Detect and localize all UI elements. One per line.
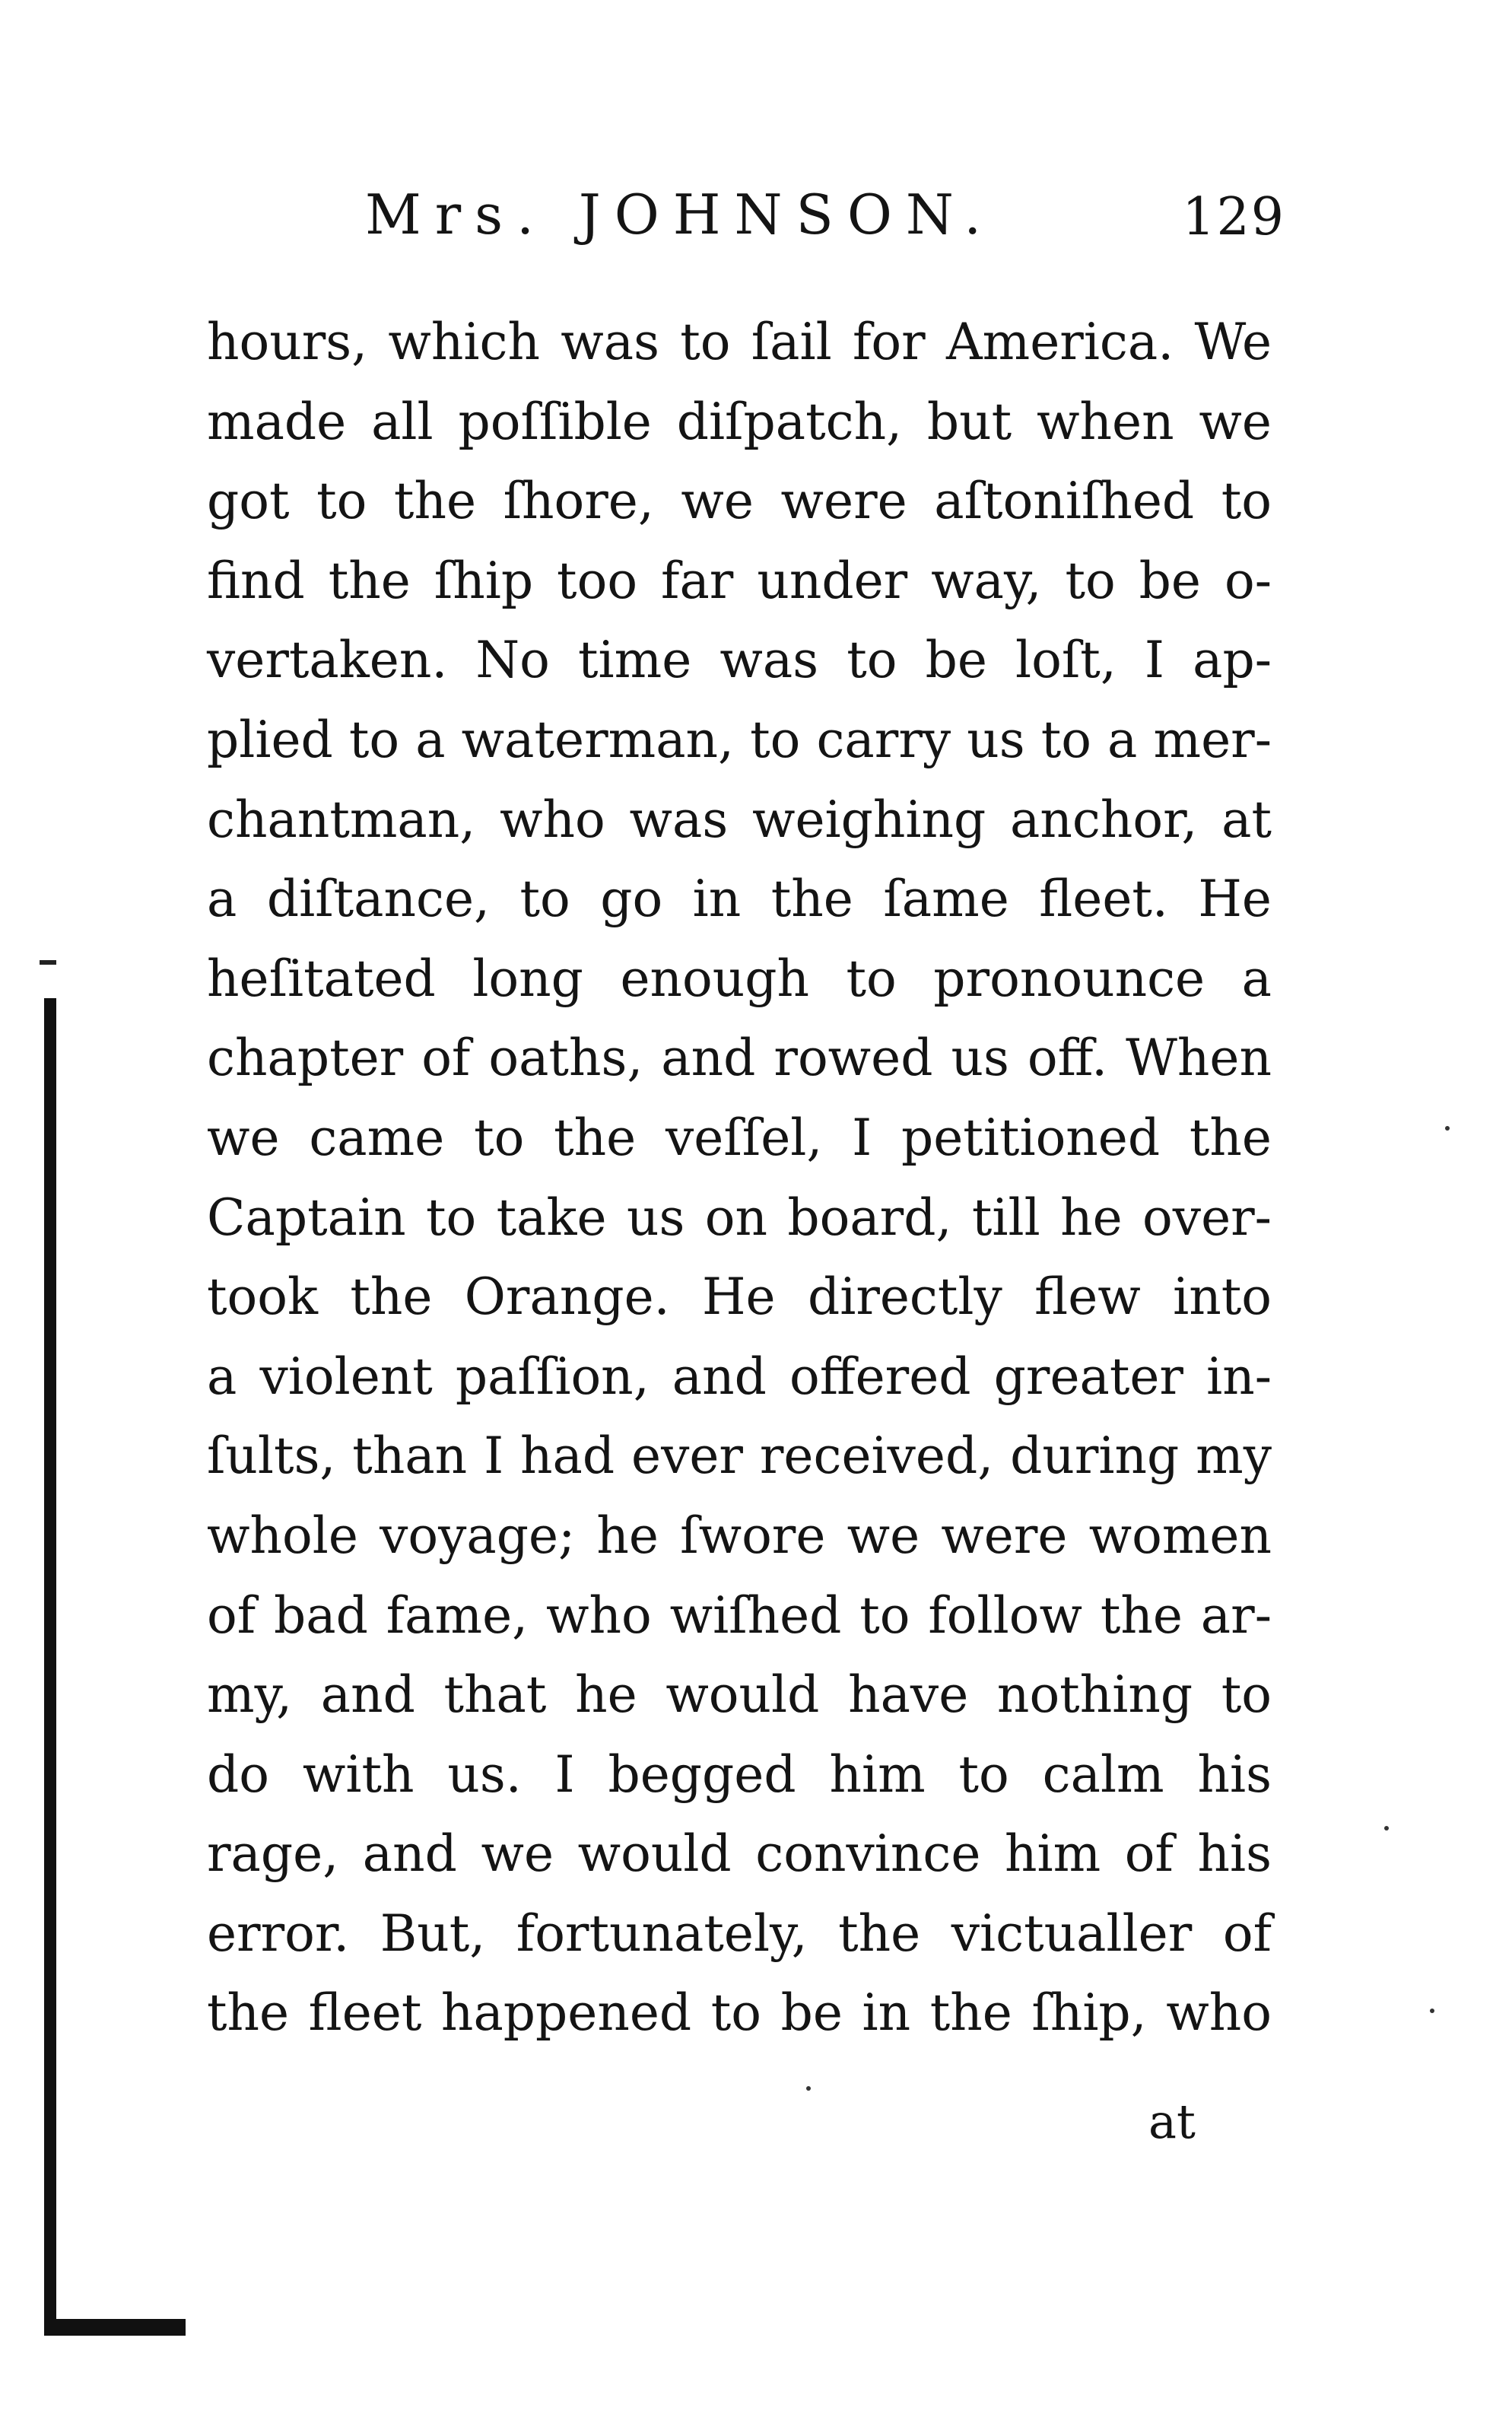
binding-edge-foot [44, 2319, 186, 2336]
margin-tick-mark [40, 960, 56, 965]
scan-speck [1445, 1126, 1450, 1131]
page-number: 129 [1182, 187, 1285, 247]
text-line: Captain to take us on board, till he over- [207, 1188, 1272, 1247]
text-line: a diſtance, to go in the ſame fleet. He [207, 870, 1272, 929]
scan-speck [1384, 1826, 1389, 1831]
text-line: we came to the veſſel, I petitioned the [207, 1108, 1272, 1167]
running-title: Mrs. JOHNSON. [365, 183, 996, 247]
text-line: the fleet happened to be in the ſhip, who [207, 1983, 1272, 2043]
text-line: hours, which was to ſail for America. We [207, 313, 1272, 371]
text-line: do with us. I begged him to calm his [207, 1745, 1272, 1804]
text-line: my, and that he would have nothing to [207, 1665, 1272, 1725]
text-line: rage, and we would convince him of his [207, 1824, 1272, 1884]
text-line: vertaken. No time was to be loſt, I ap- [207, 631, 1272, 690]
scan-speck [806, 2086, 811, 2091]
body-text [207, 303, 1272, 2053]
text-line: ſults, than I had ever received, during my [207, 1427, 1272, 1486]
text-line: chapter of oaths, and rowed us off. When [207, 1029, 1272, 1088]
text-line: of bad fame, who wiſhed to follow the ar- [207, 1586, 1272, 1645]
text-line: whole voyage; he ſwore we were women [207, 1506, 1272, 1565]
binding-edge-rule [44, 998, 56, 2336]
text-line: a violent paſſion, and offered greater in- [207, 1347, 1272, 1406]
text-line: chantman, who was weighing anchor, at [207, 790, 1272, 849]
catchword: at [1148, 2094, 1196, 2149]
text-line: heſitated long enough to pronounce a [207, 949, 1272, 1008]
text-line: made all poſſible diſpatch, but when we [207, 392, 1272, 451]
text-line: plied to a waterman, to carry us to a mer- [207, 710, 1272, 769]
scan-speck [1430, 2009, 1434, 2013]
text-line: took the Orange. He directly flew into [207, 1268, 1272, 1327]
text-line: error. But, fortunately, the victualler of [207, 1904, 1272, 1963]
running-header [357, 183, 1301, 266]
text-line: find the ſhip too far under way, to be o- [207, 551, 1272, 610]
text-line: got to the ſhore, we were aſtoniſhed to [207, 472, 1272, 531]
